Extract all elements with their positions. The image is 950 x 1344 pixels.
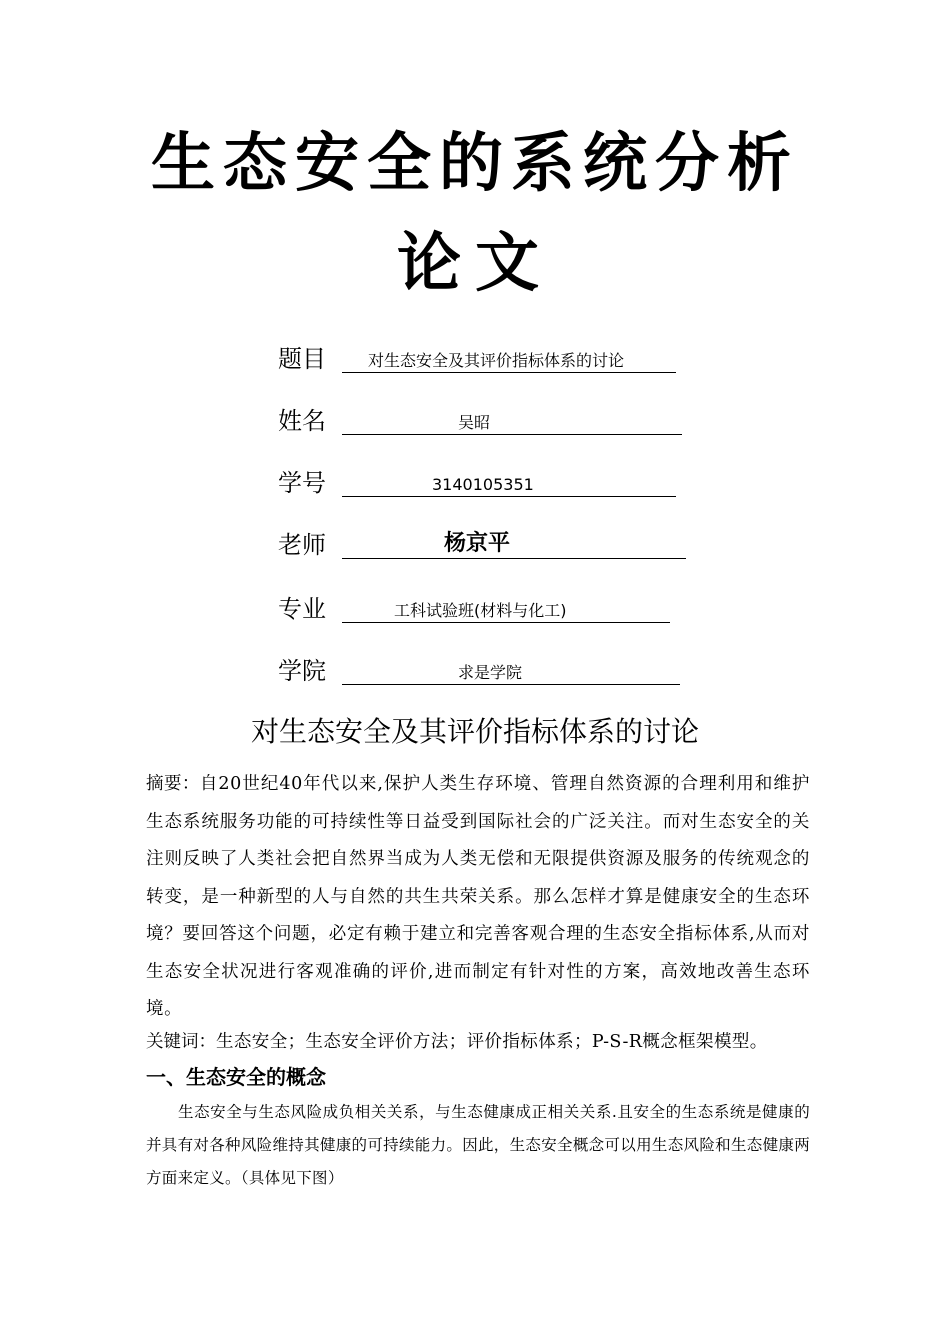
field-name	[278, 406, 698, 446]
field-college-underline	[342, 684, 680, 685]
document-title: 生态安全的系统分析	[151, 126, 799, 201]
paper-subtitle: 对生态安全及其评价指标体系的讨论	[250, 715, 699, 748]
field-name-value: 吴昭	[458, 413, 491, 432]
field-teacher	[278, 530, 698, 570]
document-title-line2: 论文	[397, 226, 553, 301]
field-teacher-underline	[342, 558, 686, 559]
field-name-label: 姓名	[278, 407, 326, 435]
field-major-value: 工科试验班(材料与化工)	[394, 601, 567, 620]
section-paragraph: 生态安全与生态风险成负相关关系，与生态健康成正相关关系.且安全的生态系统是健康的并具有对各种风险维持其健康的可持续能力。因此，生态安全概念可以用生态风险和生态健康两方面来定义。（具体见下图）	[146, 1103, 810, 1187]
abstract-label: 摘要：	[146, 774, 200, 794]
field-college	[278, 656, 698, 696]
keywords-line	[146, 1028, 816, 1056]
field-student-id-value: 3140105351	[432, 475, 534, 494]
field-topic	[278, 344, 698, 384]
field-major-underline	[342, 622, 670, 623]
field-topic-value: 对生态安全及其评价指标体系的讨论	[368, 351, 625, 370]
abstract-paragraph	[146, 766, 810, 1029]
field-college-label: 学院	[278, 657, 326, 685]
field-student-id	[278, 468, 698, 508]
field-major-label: 专业	[278, 595, 326, 623]
section-heading: 一、生态安全的概念	[146, 1065, 326, 1089]
field-topic-label: 题目	[278, 345, 326, 373]
keywords-text: 生态安全；生态安全评价方法；评价指标体系；P-S-R概念框架模型。	[216, 1032, 768, 1052]
field-student-id-label: 学号	[278, 469, 326, 497]
field-teacher-label: 老师	[278, 531, 326, 559]
keywords-label: 关键词：	[146, 1032, 216, 1052]
field-student-id-underline	[342, 496, 676, 497]
field-name-underline	[342, 434, 682, 435]
abstract-text: 自20世纪40年代以来,保护人类生存环境、管理自然资源的合理利用和维护生态系统服务功能的可持续性等日益受到国际社会的广泛关注。而对生态安全的关注则反映了人类社会把自然界当成为人类无偿和无限提供资源及服务的传统观念的转变，是一种新型的人与自然的共生共荣关系。那么怎样才算是健康安全的生态环境？要回答这个问题，必定有赖于建立和完善客观合理的生态安全指标体系,从而对生态安全状况进行客观准确的评价,进而制定有针对性的方案，高效地改善生态环境。	[146, 774, 810, 1019]
field-major	[278, 594, 698, 634]
field-college-value: 求是学院	[458, 663, 523, 682]
field-teacher-value: 杨京平	[444, 531, 511, 556]
field-topic-underline	[342, 372, 676, 373]
